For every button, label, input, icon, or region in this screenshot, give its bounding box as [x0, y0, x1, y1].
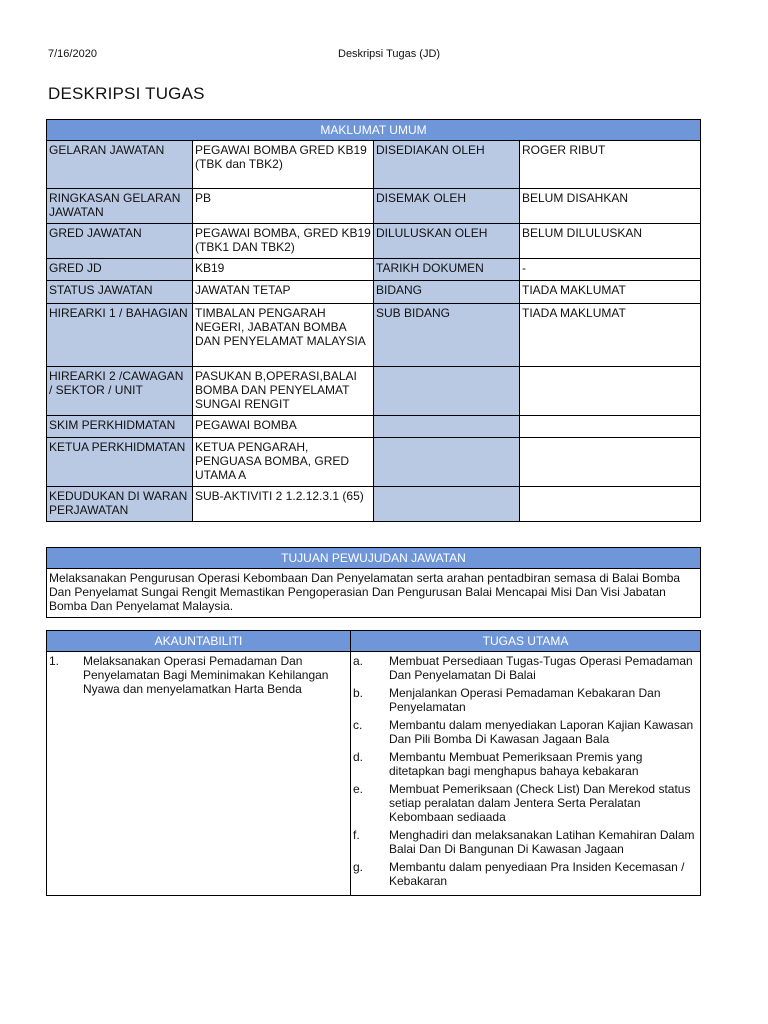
row-value: TIMBALAN PENGARAH NEGERI, JABATAN BOMBA DAN PENYELAMAT MALAYSIA: [193, 304, 374, 367]
row-value: BELUM DISAHKAN: [520, 189, 701, 224]
duty-letter: e.: [353, 782, 364, 796]
duties-cell: [351, 652, 701, 896]
row-value: PEGAWAI BOMBA, GRED KB19 (TBK1 DAN TBK2): [193, 224, 374, 259]
page-title: DESKRIPSI TUGAS: [48, 84, 205, 103]
table-row: [47, 367, 701, 416]
akauntabiliti-table: [46, 630, 701, 896]
empty-label-cell: [374, 487, 520, 522]
row-value: TIADA MAKLUMAT: [520, 281, 701, 304]
duty-letter: c.: [353, 718, 363, 732]
row-value: KETUA PENGARAH, PENGUASA BOMBA, GRED UTAMA A: [193, 438, 374, 487]
row-label: BIDANG: [374, 281, 520, 304]
table-row: [47, 141, 701, 189]
duty-text: Membuat Persediaan Tugas-Tugas Operasi Pemadaman Dan Penyelamatan Di Balai: [389, 654, 693, 682]
print-date: 7/16/2020: [48, 48, 97, 60]
table-row: [47, 224, 701, 259]
table-row: [47, 259, 701, 281]
empty-value-cell: [520, 487, 701, 522]
duty-text: Membantu Membuat Pemeriksaan Premis yang ditetapkan bagi menghapus bahaya kebakaran: [389, 750, 643, 778]
list-item: [353, 654, 698, 682]
row-label: GRED JAWATAN: [47, 224, 193, 259]
row-label: KEDUDUKAN DI WARAN PERJAWATAN: [47, 487, 193, 522]
tujuan-heading: TUJUAN PEWUJUDAN JAWATAN: [47, 548, 701, 569]
duty-text: Membuat Pemeriksaan (Check List) Dan Merekod status setiap peralatan dalam Jentera Serta Peralatan Kebombaan sediaada: [389, 782, 691, 824]
row-value: BELUM DILULUSKAN: [520, 224, 701, 259]
empty-label-cell: [374, 416, 520, 438]
duty-letter: g.: [353, 860, 364, 874]
row-value: PEGAWAI BOMBA: [193, 416, 374, 438]
row-label: DISEMAK OLEH: [374, 189, 520, 224]
row-label: GRED JD: [47, 259, 193, 281]
list-item: [353, 718, 698, 746]
row-label: STATUS JAWATAN: [47, 281, 193, 304]
duty-letter: d.: [353, 750, 364, 764]
table-row: [47, 304, 701, 367]
row-label: RINGKASAN GELARAN JAWATAN: [47, 189, 193, 224]
list-item: [353, 782, 698, 824]
list-item: [353, 828, 698, 856]
row-value: JAWATAN TETAP: [193, 281, 374, 304]
row-label: DISEDIAKAN OLEH: [374, 141, 520, 189]
table-row: [47, 438, 701, 487]
row-value: PB: [193, 189, 374, 224]
row-value: PASUKAN B,OPERASI,BALAI BOMBA DAN PENYELAMAT SUNGAI RENGIT: [193, 367, 374, 416]
duty-text: Membantu dalam menyediakan Laporan Kajian Kawasan Dan Pili Bomba Di Kawasan Jagaan Bala: [389, 718, 694, 746]
tujuan-table: [46, 547, 701, 618]
row-label: KETUA PERKHIDMATAN: [47, 438, 193, 487]
list-item: [353, 750, 698, 778]
duty-letter: f.: [353, 828, 360, 842]
maklumat-umum-heading: MAKLUMAT UMUM: [47, 120, 701, 141]
row-label: DILULUSKAN OLEH: [374, 224, 520, 259]
duty-letter: a.: [353, 654, 364, 668]
row-value: PEGAWAI BOMBA GRED KB19 (TBK dan TBK2): [193, 141, 374, 189]
row-value: SUB-AKTIVITI 2 1.2.12.3.1 (65): [193, 487, 374, 522]
table-row: [47, 189, 701, 224]
row-label: SUB BIDANG: [374, 304, 520, 367]
akauntabiliti-heading: AKAUNTABILITI: [47, 631, 351, 652]
empty-value-cell: [520, 367, 701, 416]
row-label: SKIM PERKHIDMATAN: [47, 416, 193, 438]
row-label: HIREARKI 1 / BAHAGIAN: [47, 304, 193, 367]
row-label: GELARAN JAWATAN: [47, 141, 193, 189]
tugas-utama-heading: TUGAS UTAMA: [351, 631, 701, 652]
duty-text: Menghadiri dan melaksanakan Latihan Kemahiran Dalam Balai Dan Di Bangunan Di Kawasan Jagaan: [389, 828, 695, 856]
list-item: [353, 686, 698, 714]
item-number: 1.: [49, 654, 60, 668]
item-text: Melaksanakan Operasi Pemadaman Dan Penyelamatan Bagi Meminimakan Kehilangan Nyawa dan menyelamatkan Harta Benda: [83, 654, 329, 696]
row-value: -: [520, 259, 701, 281]
empty-label-cell: [374, 438, 520, 487]
duty-letter: b.: [353, 686, 364, 700]
duty-text: Membantu dalam penyediaan Pra Insiden Kecemasan / Kebakaran: [389, 860, 685, 888]
table-row: [47, 487, 701, 522]
accountability-cell: [47, 652, 351, 896]
empty-value-cell: [520, 416, 701, 438]
row-value: KB19: [193, 259, 374, 281]
empty-value-cell: [520, 438, 701, 487]
row-value: TIADA MAKLUMAT: [520, 304, 701, 367]
table-row: [47, 416, 701, 438]
document-header-title: Deskripsi Tugas (JD): [338, 48, 441, 60]
maklumat-umum-table: [46, 119, 701, 522]
row-value: ROGER RIBUT: [520, 141, 701, 189]
duty-text: Menjalankan Operasi Pemadaman Kebakaran Dan Penyelamatan: [389, 686, 661, 714]
table-row: [47, 281, 701, 304]
tujuan-text: Melaksanakan Pengurusan Operasi Kebombaan Dan Penyelamatan serta arahan pentadbiran semasa di Balai Bomba Dan Penyelamat Sungai Rengit Memastikan Pengoperasian Dan Pengurusan Balai Mencapai Misi Dan Visi Jabatan Bomba Dan Penyelamat Malaysia.: [47, 569, 701, 618]
row-label: HIREARKI 2 /CAWAGAN / SEKTOR / UNIT: [47, 367, 193, 416]
empty-label-cell: [374, 367, 520, 416]
row-label: TARIKH DOKUMEN: [374, 259, 520, 281]
accountability-item: [49, 654, 348, 696]
list-item: [353, 860, 698, 888]
